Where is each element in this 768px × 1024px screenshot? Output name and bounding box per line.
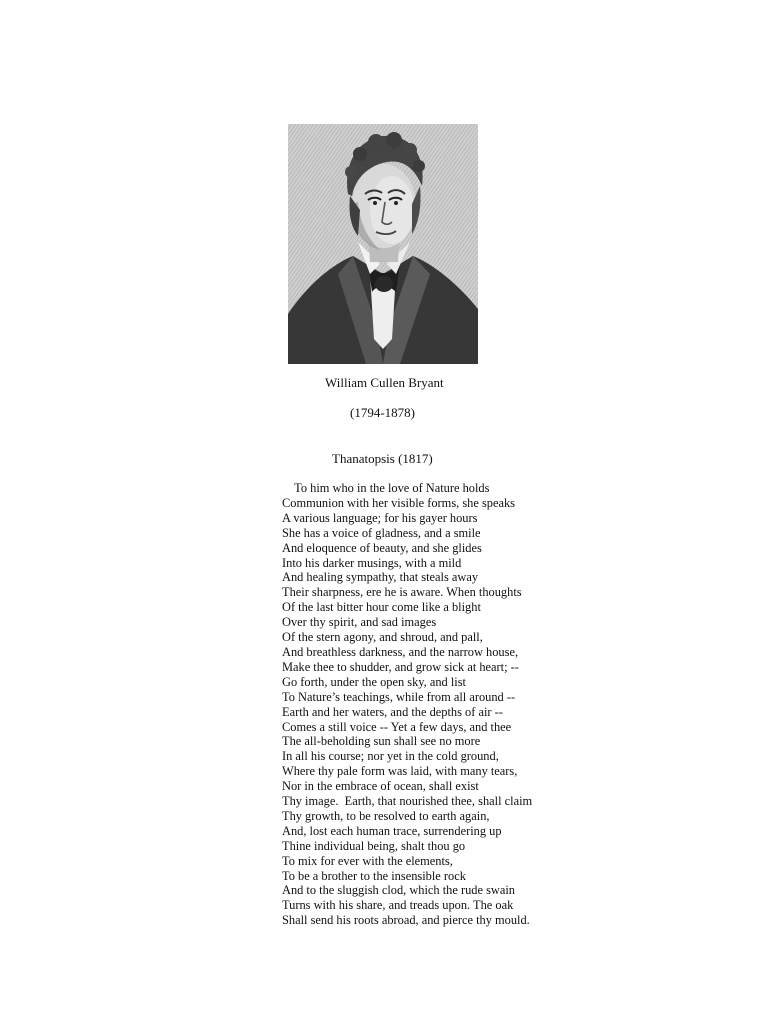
poem-line: Earth and her waters, and the depths of air -- bbox=[282, 704, 503, 719]
poem-line: Thine individual being, shalt thou go bbox=[282, 838, 466, 853]
poem-line: Comes a still voice -- Yet a few days, and thee bbox=[282, 719, 512, 734]
poem-line: To Nature’s teachings, while from all around -- bbox=[282, 689, 516, 704]
poem-line: Go forth, under the open sky, and list bbox=[282, 674, 466, 689]
poem-line: To him who in the love of Nature holds bbox=[282, 481, 490, 495]
poem-line: Their sharpness, ere he is aware. When thoughts bbox=[282, 585, 522, 600]
poem-line: In all his course; nor yet in the cold ground, bbox=[282, 749, 499, 764]
poem-line: Where thy pale form was laid, with many tears, bbox=[282, 764, 518, 779]
poem-line: Shall send his roots abroad, and pierce thy mould. bbox=[282, 913, 530, 928]
poem-line: And eloquence of beauty, and she glides bbox=[282, 540, 482, 555]
poem-line: To be a brother to the insensible rock bbox=[282, 868, 466, 883]
poem-line: Of the last bitter hour come like a blight bbox=[282, 600, 481, 615]
poem-line: Of the stern agony, and shroud, and pall, bbox=[282, 630, 483, 645]
portrait-caption-dates: (1794-1878) bbox=[350, 405, 415, 420]
poem-line: And to the sluggish clod, which the rude swain bbox=[282, 883, 515, 898]
poem-line: Communion with her visible forms, she speaks bbox=[282, 495, 515, 510]
poem-line: Turns with his share, and treads upon. The oak bbox=[282, 898, 514, 913]
poem-line: And breathless darkness, and the narrow house, bbox=[282, 644, 519, 659]
poem-line: The all-beholding sun shall see no more bbox=[282, 734, 481, 749]
poem-line: Thy growth, to be resolved to earth again, bbox=[282, 808, 490, 823]
poem-line: Over thy spirit, and sad images bbox=[282, 615, 437, 630]
poem-line: A various language; for his gayer hours bbox=[282, 510, 478, 525]
poem-line: Make thee to shudder, and grow sick at heart; -- bbox=[282, 659, 519, 674]
poem-line: She has a voice of gladness, and a smile bbox=[282, 525, 481, 540]
portrait-caption-name: William Cullen Bryant bbox=[325, 375, 444, 390]
poem-line: And healing sympathy, that steals away bbox=[282, 570, 479, 585]
poem-title: Thanatopsis (1817) bbox=[332, 451, 433, 466]
poem-line: To mix for ever with the elements, bbox=[282, 853, 453, 868]
poem-line: Thy image. Earth, that nourished thee, shall claim bbox=[282, 794, 533, 809]
portrait-engraving bbox=[288, 124, 478, 364]
poem-line: Into his darker musings, with a mild bbox=[282, 555, 462, 570]
poem-text bbox=[282, 481, 532, 928]
poem-line: Nor in the embrace of ocean, shall exist bbox=[282, 779, 479, 794]
poem-line: And, lost each human trace, surrendering up bbox=[282, 823, 502, 838]
